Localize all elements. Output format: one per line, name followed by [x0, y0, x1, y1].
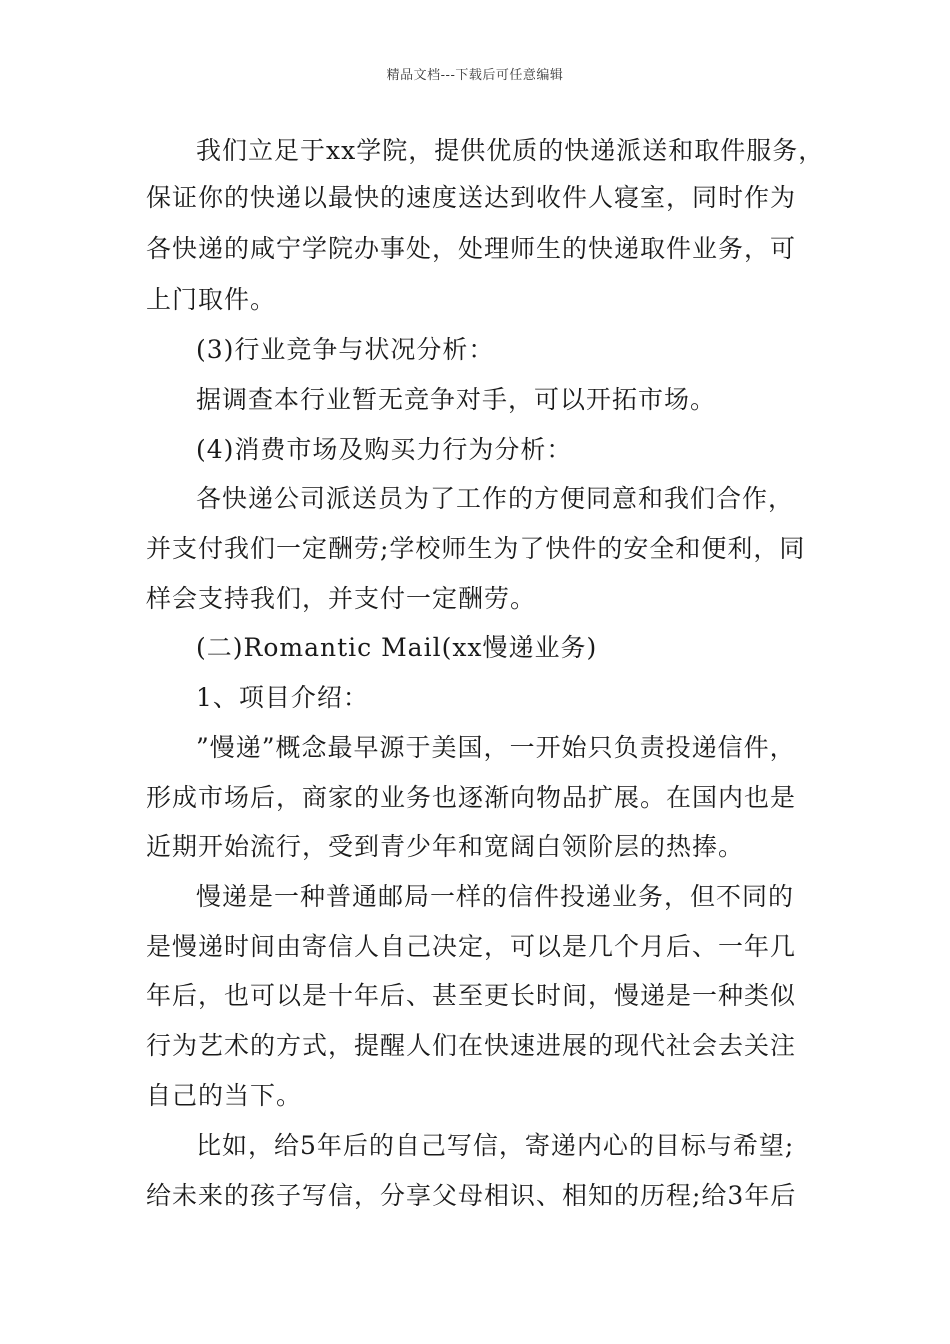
text-line: 是慢递时间由寄信人自己决定，可以是几个月后、一年几: [146, 932, 797, 961]
text-line: 慢递是一种普通邮局一样的信件投递业务，但不同的: [196, 882, 795, 911]
text-line: 形成市场后，商家的业务也逐渐向物品扩展。在国内也是: [146, 783, 797, 812]
text-line: 比如，给5年后的自己写信，寄递内心的目标与希望;: [196, 1131, 795, 1160]
text-line: (4)消费市场及购买力行为分析：: [196, 435, 573, 464]
text-line: 1、项目介绍：: [196, 683, 369, 712]
text-line: 各快递公司派送员为了工作的方便同意和我们合作，: [196, 484, 795, 513]
text-line: 据调查本行业暂无竞争对手，可以开拓市场。: [196, 385, 717, 414]
text-line: 各快递的咸宁学院办事处，处理师生的快递取件业务，可: [146, 234, 797, 263]
text-line: 上门取件。: [146, 285, 277, 314]
text-line: (3)行业竞争与状况分析：: [196, 335, 495, 364]
text-line: ”慢递”概念最早源于美国，一开始只负责投递信件，: [196, 733, 796, 762]
text-line: 保证你的快递以最快的速度送达到收件人寝室，同时作为: [146, 183, 797, 212]
text-line: 近期开始流行，受到青少年和宽阔白领阶层的热捧。: [146, 832, 745, 861]
text-line: 给未来的孩子写信，分享父母相识、相知的历程;给3年后: [146, 1181, 797, 1210]
text-line: 并支付我们一定酬劳;学校师生为了快件的安全和便利，同: [146, 534, 806, 563]
page-header: 精品文档---下载后可任意编辑: [386, 68, 564, 83]
text-line: 样会支持我们，并支付一定酬劳。: [146, 584, 537, 613]
text-line: (二)Romantic Mail(xx慢递业务): [196, 633, 598, 662]
text-line: 自己的当下。: [146, 1081, 303, 1110]
text-line: 行为艺术的方式，提醒人们在快速进展的现代社会去关注: [146, 1031, 797, 1060]
text-line: 年后，也可以是十年后、甚至更长时间，慢递是一种类似: [146, 981, 797, 1010]
text-line: 我们立足于xx学院，提供优质的快递派送和取件服务，: [196, 136, 825, 165]
